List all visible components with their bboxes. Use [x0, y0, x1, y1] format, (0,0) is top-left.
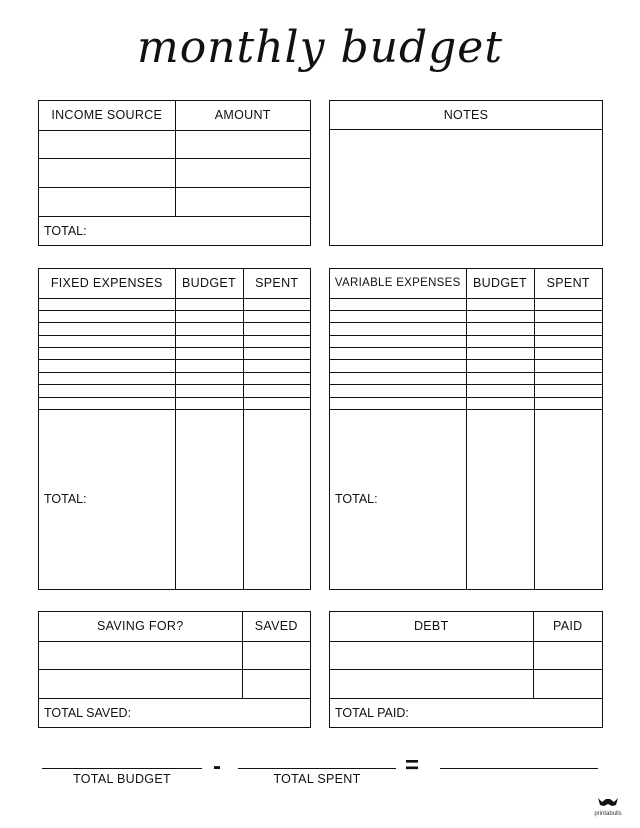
spent-total-cell[interactable] [243, 409, 310, 589]
table-row [330, 298, 602, 310]
spent-cell[interactable] [534, 397, 602, 409]
total-paid[interactable]: TOTAL PAID: [330, 698, 602, 727]
notes-box [329, 100, 603, 246]
expense-cell[interactable] [39, 298, 175, 310]
spent-cell[interactable] [534, 298, 602, 310]
expense-cell[interactable] [39, 348, 175, 360]
budget-cell[interactable] [175, 397, 243, 409]
debt-table [329, 611, 603, 728]
budget-cell[interactable] [466, 298, 534, 310]
total-budget-line[interactable] [42, 768, 202, 769]
budget-cell[interactable] [175, 298, 243, 310]
spent-header: SPENT [534, 269, 602, 298]
amount-header: AMOUNT [175, 101, 310, 130]
table-row [39, 348, 310, 360]
expense-cell[interactable] [39, 323, 175, 335]
table-row [330, 335, 602, 347]
spent-cell[interactable] [534, 372, 602, 384]
spent-header: SPENT [243, 269, 310, 298]
table-row [39, 397, 310, 409]
table-row [330, 372, 602, 384]
income-total[interactable]: TOTAL: [39, 216, 310, 245]
table-row [330, 397, 602, 409]
spent-cell[interactable] [243, 348, 310, 360]
budget-cell[interactable] [466, 348, 534, 360]
result-line[interactable] [440, 768, 598, 769]
spent-cell[interactable] [534, 385, 602, 397]
table-row [330, 310, 602, 322]
debt-cell[interactable] [330, 670, 533, 699]
table-row [39, 130, 310, 159]
budget-header: BUDGET [466, 269, 534, 298]
amount-cell[interactable] [175, 130, 310, 159]
spent-cell[interactable] [534, 335, 602, 347]
table-row [39, 298, 310, 310]
equals-sign: = [405, 752, 420, 779]
budget-cell[interactable] [175, 310, 243, 322]
table-row [39, 335, 310, 347]
variable-total[interactable]: TOTAL: [330, 409, 466, 589]
table-row [39, 641, 310, 670]
income-source-cell[interactable] [39, 130, 175, 159]
table-row [39, 360, 310, 372]
notes-header: NOTES [330, 101, 602, 130]
saving-for-header: SAVING FOR? [39, 612, 242, 641]
spent-cell[interactable] [534, 348, 602, 360]
table-row [39, 323, 310, 335]
saving-table [38, 611, 311, 728]
fixed-expenses-table [38, 268, 311, 590]
paid-header: PAID [533, 612, 602, 641]
income-source-cell[interactable] [39, 187, 175, 216]
table-row [330, 360, 602, 372]
table-row [330, 670, 602, 699]
expense-cell[interactable] [330, 298, 466, 310]
expense-cell[interactable] [39, 385, 175, 397]
spent-cell[interactable] [243, 323, 310, 335]
saving-cell[interactable] [39, 641, 242, 670]
logo-text: printabulls [594, 811, 622, 817]
budget-cell[interactable] [466, 335, 534, 347]
bull-icon [596, 796, 620, 808]
spent-cell[interactable] [534, 323, 602, 335]
minus-sign: - [213, 753, 221, 780]
spent-cell[interactable] [243, 372, 310, 384]
paid-cell[interactable] [533, 641, 602, 670]
spent-cell[interactable] [534, 360, 602, 372]
fixed-total[interactable]: TOTAL: [39, 409, 175, 589]
expense-cell[interactable] [330, 360, 466, 372]
page-title: monthly budget [136, 22, 504, 73]
table-row [330, 409, 602, 589]
budget-cell[interactable] [466, 310, 534, 322]
budget-total-cell[interactable] [175, 409, 243, 589]
spent-cell[interactable] [243, 385, 310, 397]
amount-cell[interactable] [175, 159, 310, 188]
amount-cell[interactable] [175, 187, 310, 216]
notes-area[interactable] [330, 130, 602, 245]
expense-cell[interactable] [330, 348, 466, 360]
budget-cell[interactable] [175, 385, 243, 397]
table-row [330, 641, 602, 670]
income-source-cell[interactable] [39, 159, 175, 188]
expense-cell[interactable] [39, 335, 175, 347]
expense-cell[interactable] [39, 397, 175, 409]
debt-header: DEBT [330, 612, 533, 641]
saving-cell[interactable] [39, 670, 242, 699]
expense-cell[interactable] [330, 397, 466, 409]
saved-cell[interactable] [242, 670, 310, 699]
table-row [39, 372, 310, 384]
expense-cell[interactable] [330, 310, 466, 322]
variable-expenses-table [329, 268, 603, 590]
table-row [330, 348, 602, 360]
paid-cell[interactable] [533, 670, 602, 699]
budget-total-cell[interactable] [466, 409, 534, 589]
total-saved[interactable]: TOTAL SAVED: [39, 698, 310, 727]
income-source-header: INCOME SOURCE [39, 101, 175, 130]
debt-cell[interactable] [330, 641, 533, 670]
budget-cell[interactable] [466, 397, 534, 409]
budget-cell[interactable] [175, 372, 243, 384]
spent-cell[interactable] [243, 335, 310, 347]
expense-cell[interactable] [39, 360, 175, 372]
spent-total-cell[interactable] [534, 409, 602, 589]
variable-expenses-header: VARIABLE EXPENSES [330, 269, 466, 298]
budget-cell[interactable] [175, 323, 243, 335]
table-row [39, 159, 310, 188]
table-row [39, 187, 310, 216]
spent-cell[interactable] [534, 310, 602, 322]
spent-cell[interactable] [243, 397, 310, 409]
expense-cell[interactable] [330, 385, 466, 397]
spent-cell[interactable] [243, 310, 310, 322]
saved-cell[interactable] [242, 641, 310, 670]
printabulls-logo [590, 796, 626, 818]
spent-cell[interactable] [243, 298, 310, 310]
expense-cell[interactable] [330, 323, 466, 335]
total-budget-label: TOTAL BUDGET [73, 772, 171, 786]
table-row [39, 385, 310, 397]
budget-cell[interactable] [175, 348, 243, 360]
budget-cell[interactable] [175, 360, 243, 372]
expense-cell[interactable] [39, 310, 175, 322]
table-row [39, 409, 310, 589]
budget-cell[interactable] [175, 335, 243, 347]
budget-cell[interactable] [466, 372, 534, 384]
table-row [330, 323, 602, 335]
expense-cell[interactable] [39, 372, 175, 384]
budget-cell[interactable] [466, 360, 534, 372]
table-row [39, 670, 310, 699]
spent-cell[interactable] [243, 360, 310, 372]
table-row [39, 310, 310, 322]
income-table [38, 100, 311, 246]
total-spent-label: TOTAL SPENT [273, 772, 361, 786]
total-spent-line[interactable] [238, 768, 396, 769]
fixed-expenses-header: FIXED EXPENSES [39, 269, 175, 298]
budget-cell[interactable] [466, 385, 534, 397]
table-row [330, 385, 602, 397]
expense-cell[interactable] [330, 372, 466, 384]
budget-cell[interactable] [466, 323, 534, 335]
expense-cell[interactable] [330, 335, 466, 347]
saved-header: SAVED [242, 612, 310, 641]
budget-header: BUDGET [175, 269, 243, 298]
